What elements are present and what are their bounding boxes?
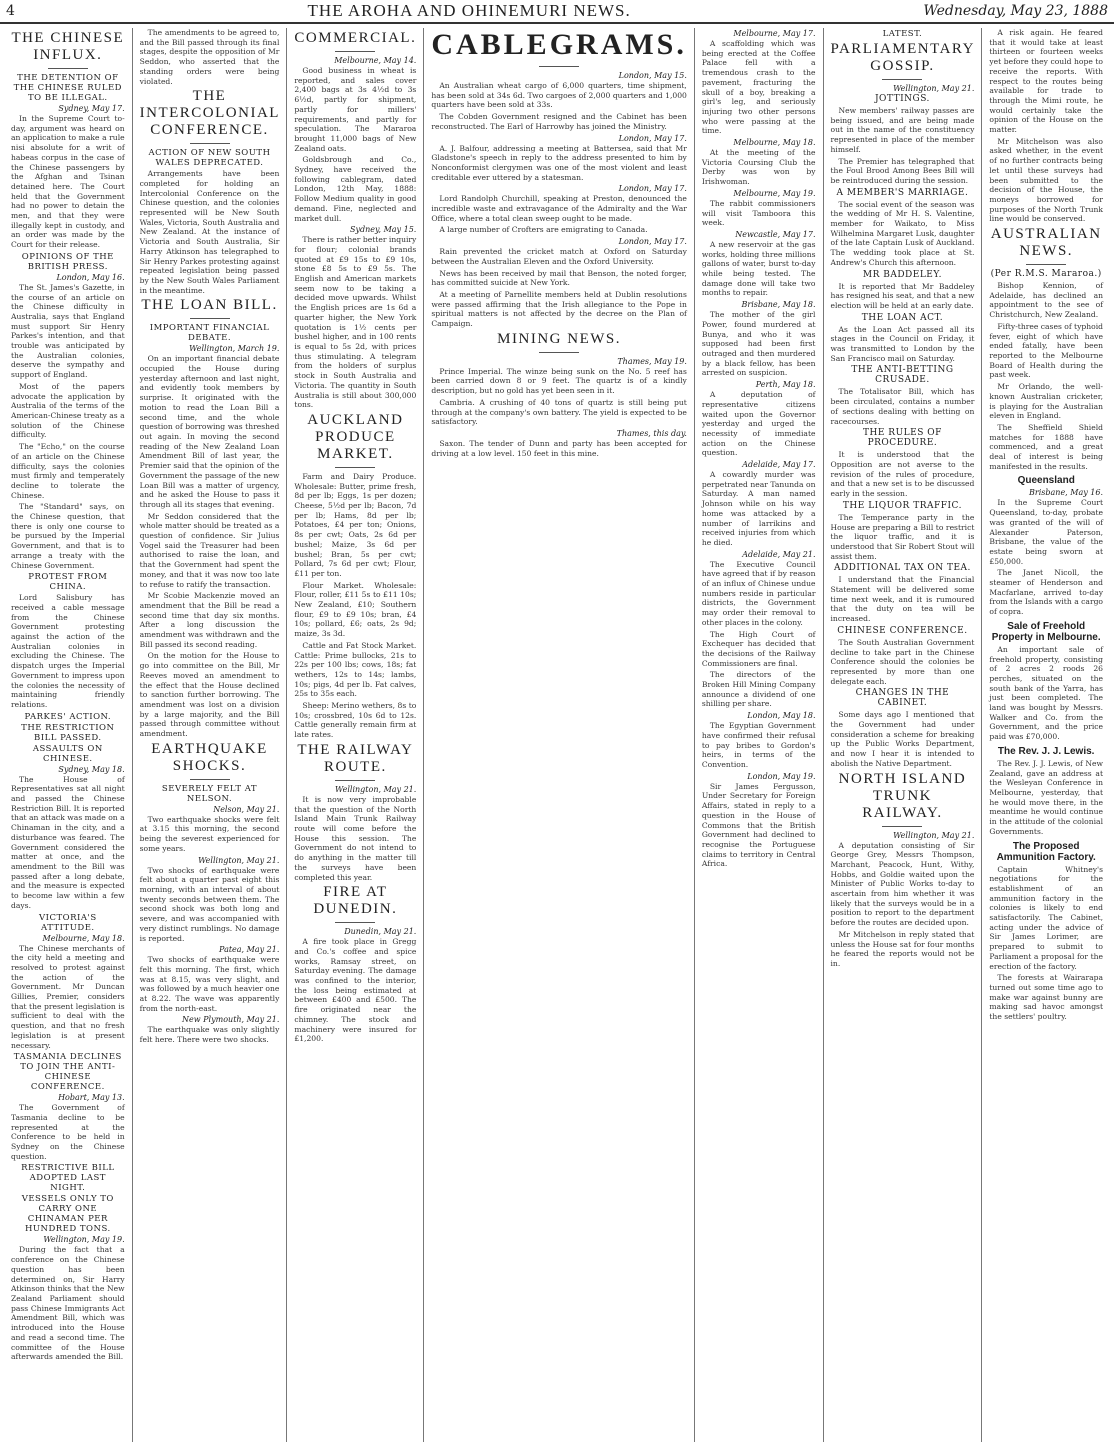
bold-heading: Queensland — [1017, 475, 1075, 487]
section-heading: COMMERCIAL. — [294, 30, 417, 46]
section-heading: PARLIAMENTARY GOSSIP. — [830, 41, 975, 74]
dateline: Brisbane, May 18. — [741, 300, 816, 310]
article-paragraph: Sir James Fergusson, Under Secretary for Foreign Affairs, stated in reply to a question in the House of Commons that the British Government had declined to recognise the Portuguese claims to territory in Central Africa. — [701, 781, 816, 869]
sub-heading: VICTORIA'S ATTITUDE. — [38, 912, 97, 933]
article-paragraph: A large number of Crofters are emigrating to Canada. — [439, 225, 648, 235]
article-paragraph: The St. James's Gazette, in the course of an article on the Chinese difficulty in Australia, says that England must support Sir Henry Parkes's intention, and that trouble was anticipated by the Australian colonies, deserve the sympathy and support of England. — [11, 282, 125, 380]
article-paragraph: The Egyptian Government have confirmed their refusal to pay bribes to Gordon's heirs, in terms of the Convention. — [701, 721, 816, 769]
article-paragraph: The House of Representatives sat all night and passed the Chinese Restriction Bill. It is reported that an attack was made on a Chinaman in the city, and a disturbance was feared. The Government considered the matter at once, and the amendment to the Bill was passed after a long debate, and the measure is expected to become law within a few days. — [11, 774, 125, 910]
dateline: Wellington, May 21. — [335, 784, 417, 794]
minor-heading: CHANGES IN THE CABINET. — [855, 688, 950, 709]
column-5 — [695, 28, 824, 1442]
dateline: Adelaide, May 21. — [742, 549, 816, 559]
article-paragraph: A deputation of representative citizens waited upon the Governor yesterday and urged the necessity of immediate action on the Chinese question. — [701, 390, 816, 458]
article-paragraph: The earthquake was only slightly felt here. There were two shocks. — [139, 1025, 280, 1045]
article-paragraph: The Rev. J. J. Lewis, of New Zealand, gave an address at the Wesleyan Conference in Melbourne, yesterday, that he would move there, in the meantime he would continue in the attitude of the colonial Governments. — [989, 758, 1104, 836]
dateline: Hobart, May 13. — [58, 1093, 125, 1103]
sub-heading: RESTRICTIVE BILL ADOPTED LAST NIGHT. — [21, 1163, 115, 1194]
dateline: Sydney, May 17. — [58, 104, 125, 113]
article-paragraph: As the Loan Act passed all its stages in the Council on Friday, it was transmitted to London by the San Francisco mail on Saturday. — [830, 324, 975, 363]
dateline: Melbourne, May 17. — [733, 29, 816, 38]
article-paragraph: The amendments to be agreed to, and the Bill passed through its final stages, despite the opposition of Mr Seddon, who asserted that the standing orders were being violated. — [139, 28, 280, 86]
dateline: London, May 17. — [618, 133, 687, 143]
sub-heading: THE DETENTION OF THE CHINESE RULED TO BE ILLEGAL. — [13, 73, 122, 103]
article-paragraph: I understand that the Financial Statement will be delivered some time next week, and it is rumoured that the duty on tea will be increased. — [830, 575, 975, 624]
article-paragraph: Mr Mitchelson was also asked whether, in the event of no further contracts being let until these surveys had been submitted to the decision of the House, the moneys borrowed for purposes of the North Trunk line would be conserved. — [989, 136, 1104, 224]
article-paragraph: The "Standard" says, on the Chinese question, that there is only one course to be pursued by the Imperial Government, and that is to arrange a treaty with the Chinese Government. — [11, 502, 125, 570]
column-1 — [4, 28, 133, 1442]
article-paragraph: New members' railway passes are being issued, and are being made out in the name of the constituency represented in place of the member himself. — [830, 106, 975, 154]
heading-rule — [190, 779, 230, 780]
article-paragraph: The Cobden Government resigned and the Cabinet has been reconstructed. The Earl of Harrowby has joined the Ministry. — [431, 112, 687, 131]
dateline: Wellington, May 21. — [198, 855, 280, 865]
article-paragraph: News has been received by mail that Benson, the noted forger, has committed suicide at New York. — [431, 268, 687, 288]
article-paragraph: Farm and Dairy Produce. Wholesale: Butter, prime fresh, 8d per lb; Eggs, 1s per dozen; Cheese, 5½d per lb; Bacon, 7d per lb; Hams, 8d per lb; Potatoes, £4 per ton; Onions, 8s per cwt; Oats, 2s 6d per bushel; Maize, 3s 6d per bushel; Bran, 5s per cwt; Pollard, 7s 6d per cwt; Flour, £11 per ton. — [294, 471, 417, 578]
dateline: London, May 17. — [618, 184, 687, 194]
article-paragraph: The "Echo," on the course of an article on the Chinese difficulty, says the colonies must firmly and temperately decline to tolerate the Chinese. — [11, 442, 125, 500]
dateline: London, May 17. — [618, 237, 687, 247]
article-paragraph: The rabbit commissioners will visit Tamboora this week. — [701, 198, 816, 228]
article-paragraph: The social event of the season was the wedding of Mr H. S. Valentine, member for Waikato, to Miss Wilhelmina Margaret Lusk, daughter of the late Captain Lusk of Auckland. The wedding took place at St. Andrew's Church this afternoon. — [830, 199, 975, 267]
article-paragraph: The directors of the Broken Hill Mining Company announce a dividend of one shilling per share. — [701, 670, 816, 709]
article-paragraph: The Sheffield Shield matches for 1888 have commenced, and a great deal of interest is being manifested in the results. — [989, 422, 1104, 471]
article-paragraph: A risk again. He feared that it would take at least thirteen or fourteen weeks yet before they could hope to receive the reports. With respect to the routes being available for trade to through the Mimi route, he would certainly take the opinion of the House on the matter. — [989, 28, 1104, 135]
section-heading: THE RAILWAY ROUTE. — [297, 741, 414, 775]
dateline: Nelson, May 21. — [213, 804, 280, 814]
dateline: London, May 15. — [618, 71, 687, 80]
dateline: Melbourne, May 18. — [42, 933, 125, 943]
column-3 — [287, 28, 424, 1442]
article-paragraph: The Executive Council have agreed that if by reason of an influx of Chinese undue numbers reside in particular districts, the Government may order their removal to other places in the colony. — [701, 559, 816, 627]
heading-rule — [335, 922, 375, 923]
article-paragraph: The mother of the girl Power, found murdered at Bunya, and who it was supposed had been first outraged and then murdered by a black fellow, has been arrested on suspicion. — [701, 310, 816, 378]
sub-heading: TASMANIA DECLINES TO JOIN THE ANTI-CHINESE CONFERENCE. — [13, 1052, 122, 1093]
article-paragraph: Prince Imperial. The winze being sunk on the No. 5 reef has been carried down 8 or 9 feet. The quartz is of a kindly description, but no gold has yet been seen in it. — [431, 366, 687, 396]
article-paragraph: Mr Orlando, the well-known Australian cricketer, is playing for the Australian eleven in England. — [989, 382, 1104, 421]
sub-heading: IMPORTANT FINANCIAL DEBATE. — [149, 323, 270, 344]
dateline: London, May 19. — [747, 771, 816, 781]
minor-heading: THE ANTI-BETTING CRUSADE. — [851, 365, 954, 386]
heading-rule — [539, 352, 579, 353]
article-paragraph: At the meeting of the Victoria Coursing Club the Derby was won by Irishwoman. — [701, 148, 816, 187]
dateline: Sydney, May 18. — [58, 764, 125, 774]
sub-heading: THE RESTRICTION BILL PASSED. — [21, 722, 115, 743]
article-paragraph: Two earthquake shocks were felt at 3.15 this morning, the second being the severest experienced for some years. — [139, 814, 280, 853]
column-7 — [982, 28, 1110, 1442]
sub-heading: SEVERELY FELT AT NELSON. — [161, 783, 258, 804]
article-paragraph: On the motion for the House to go into committee on the Bill, Mr Reeves moved an amendment to the effect that the House declined to sanction further borrowing. The amendment was lost on a division by a large majority, and the Bill passed through committee without amendment. — [139, 651, 280, 739]
minor-heading: THE RULES OF PROCEDURE. — [863, 428, 942, 449]
minor-heading: CHINESE CONFERENCE. — [837, 625, 968, 636]
bold-heading: The Rev. J. J. Lewis. — [997, 745, 1095, 757]
section-heading: THE INTERCOLONIAL CONFERENCE. — [139, 88, 280, 139]
page-number: 4 — [6, 3, 15, 19]
bold-heading: Sale of Freehold Property in Melbourne. — [991, 620, 1101, 643]
dateline: Patea, May 21. — [219, 945, 280, 955]
dateline: Thames, May 19. — [617, 356, 687, 366]
heading-rule — [1026, 264, 1066, 265]
bold-heading: The Proposed Ammunition Factory. — [996, 840, 1096, 863]
dateline: Melbourne, May 14. — [334, 56, 417, 65]
dateline: Melbourne, May 18. — [733, 138, 816, 148]
heading-rule — [190, 143, 230, 144]
article-paragraph: The Janet Nicoll, the steamer of Henderson and Macfarlane, arrived to-day from the Islands with a cargo of copra. — [989, 568, 1104, 617]
article-paragraph: Fifty-three cases of typhoid fever, eight of which have ended fatally, have been reported to the Melbourne Board of Health during the past week. — [989, 321, 1104, 380]
dateline: Dunedin, May 21. — [344, 927, 417, 937]
dateline: London, May 18. — [747, 711, 816, 721]
newspaper-columns — [4, 28, 1110, 1442]
article-paragraph: Captain Whitney's negotiations for the establishment of an ammunition factory in the colonies is likely to end satisfactorily. The Cabinet, acting under the advice of Sir James Lorimer, are prepared to submit to Parliament a proposal for the erection of the factory. — [989, 864, 1104, 971]
article-paragraph: Arrangements have been completed for holding an Intercolonial Conference on the Chinese question, and the colonies represented will be New South Wales, Victoria, South Australia and New Zealand. At the instance of Victoria and South Australia, Sir Harry Atkinson has telegraphed to Sir Henry Parkes protesting against repeated legislation being passed by the New South Wales Parliament in the meantime. — [139, 169, 280, 295]
masthead — [0, 0, 1114, 24]
section-heading: EARTHQUAKE SHOCKS. — [151, 740, 268, 774]
article-paragraph: Mr Scobie Mackenzie moved an amendment that the Bill be read a second time that day six months. After a long discussion the amendment was withdrawn and the Bill passed its second reading. — [139, 591, 280, 649]
article-paragraph: It is now very improbable that the question of the North Island Main Trunk Railway route will come before the House this session. The Government do not intend to do anything in the matter till the surveys have been completed this year. — [294, 794, 417, 882]
dateline: Wellington, March 19. — [189, 344, 280, 354]
heading-rule — [190, 318, 230, 319]
section-heading: THE CHINESE INFLUX. — [11, 30, 125, 63]
sub-heading: PROTEST FROM CHINA. — [28, 572, 108, 593]
article-paragraph: The forests at Wairarapa turned out some time ago to make war against bunny are making sad havoc amongst the settlers' poultry. — [989, 973, 1104, 1022]
minor-heading: THE LOAN ACT. — [861, 312, 944, 323]
heading-rule — [335, 51, 375, 52]
dateline: Newcastle, May 17. — [735, 229, 816, 239]
article-paragraph: Lord Randolph Churchill, speaking at Preston, denounced the incredible waste and extravagance of the Admiralty and the War Office, where a total clean sweep ought to be made. — [431, 194, 687, 223]
minor-heading: JOTTINGS. — [874, 94, 930, 104]
article-paragraph: Some days ago I mentioned that the Government had under consideration a scheme for breaking up the Public Works Department, and now I hear it is intended to abolish the Native Department. — [830, 710, 975, 768]
column-4 — [424, 28, 695, 1442]
article-paragraph: In the Supreme Court to-day, argument was heard on an application to make a rule nisi absolute for a writ of habeas corpus in the case of the Chinese passengers by the Afghan and Tsinan detained here. The Court held that the Government had no power to detain the men, and that they were illegally kept in custody, and an order was made by the Court for their release. — [11, 114, 125, 250]
heading-rule — [882, 826, 922, 827]
section-heading: AUCKLAND PRODUCE MARKET. — [307, 411, 404, 462]
article-paragraph: A fire took place in Gregg and Co.'s coffee and spice works, Ramsay street, on Saturday evening. The damage was confined to the interior, the loss being estimated at between £400 and £500. The fire originated near the chimney. The stock and machinery were insured for £1,200. — [294, 937, 417, 1044]
dateline: Perth, May 18. — [755, 380, 816, 390]
article-paragraph: Most of the papers advocate the application by Australia of the terms of the American-Chinese treaty as a solution of the Chinese difficulty. — [11, 381, 125, 440]
article-paragraph: In the Supreme Court Queensland, to-day, probate was granted of the will of Alexander Paterson, Brisbane, the value of the estate being sworn at £50,000. — [989, 498, 1104, 566]
heading-rule — [335, 467, 375, 468]
dateline: Wellington, May 21. — [893, 830, 975, 840]
section-heading: FIRE AT DUNEDIN. — [313, 884, 398, 918]
article-paragraph: The Totalisator Bill, which has been circulated, contains a number of sections dealing with betting on racecourses. — [830, 387, 975, 426]
article-paragraph: Flour Market. Wholesale: Flour, roller, £11 5s to £11 10s; New Zealand, £10; Southern flour, £9 to £9 10s; bran, £4 10s; pollard, £6; oats, 2s 9d; maize, 3s 3d. — [294, 580, 417, 639]
issue-date: Wednesday, May 23, 1888 — [923, 3, 1108, 19]
article-paragraph: Sheep: Merino wethers, 8s to 10s; crossbred, 10s 6d to 12s. Cattle generally remain firm at late rates. — [294, 701, 417, 740]
article-paragraph: The High Court of Exchequer has decided that the decisions of the Railway Commissioners are final. — [701, 629, 816, 668]
dateline: Melbourne, May 19. — [733, 188, 816, 198]
sub-heading: VESSELS ONLY TO CARRY ONE CHINAMAN PER HUNDRED TONS. — [21, 1194, 114, 1235]
article-paragraph: Saxon. The tender of Dunn and party has been accepted for driving at a low level. 150 feet in this mine. — [431, 438, 687, 458]
article-paragraph: The Chinese merchants of the city held a meeting and resolved to protest against the action of the Government. Mr Duncan Gillies, Premier, considers that the present legislation is sufficient to deal with the question, and that no fresh legislation is at present necessary. — [11, 943, 125, 1050]
article-paragraph: Goldsbrough and Co., Sydney, have received the following cablegram, dated London, 12th May, 1888: Follow Medium quality in good demand. Fine, neglected and market dull. — [294, 155, 417, 223]
section-heading: THE LOAN BILL. — [141, 297, 278, 314]
minor-heading: MR BADDELEY. — [862, 269, 943, 280]
article-paragraph: The South Australian Government decline to take part in the Chinese Conference should the colonies be represented by more than one delegate each. — [830, 637, 975, 686]
minor-heading: (Per R.M.S. Mararoa.) — [990, 269, 1102, 280]
article-paragraph: Cambria. A crushing of 40 tons of quartz is still being put through at the company's own battery. The yield is expected to be satisfactory. — [431, 397, 687, 427]
article-paragraph: Two shocks of earthquake were felt this morning. The first, which was at 8.15, was very slight, and was followed by a much heavier one at 8.22. The wave was apparently from the north-east. — [139, 955, 280, 1013]
article-paragraph: The Government of Tasmania decline to be represented at the Conference to be held in Sydney on the Chinese question. — [11, 1103, 125, 1161]
article-paragraph: The Premier has telegraphed that the Foul Brood Among Bees Bill will be reintroduced during the session. — [830, 156, 975, 185]
sub-heading: OPINIONS OF THE BRITISH PRESS. — [21, 251, 114, 272]
article-paragraph: A deputation consisting of Sir George Grey, Messrs Thompson, Marchant, Peacock, Hunt, Withy, Hobbs, and Goldie waited upon the Minister of Public Works to-day to ascertain from him whether it was likely that the surveys would be in a position to report to the department before the routes are decided upon. — [830, 840, 975, 928]
sub-heading: ACTION OF NEW SOUTH WALES DEPRECATED. — [148, 148, 271, 169]
dateline: Wellington, May 19. — [43, 1235, 125, 1245]
article-paragraph: Mr Mitchelson in reply stated that unless the House sat for four months he feared the reports would not be in. — [830, 929, 975, 968]
dateline: Thames, this day. — [616, 428, 687, 438]
article-paragraph: Good business in wheat is reported, and sales cover 2,400 bags at 3s 4½d to 3s 6½d, partly for shipment, partly for millers' requirements, and partly for speculation. The Mararoa brought 11,000 bags of New Zealand oats. — [294, 66, 417, 153]
article-paragraph: An important sale of freehold property, consisting of 2 acres 2 roods 26 perches, situated on the south bank of the Yarra, has just been completed. The land was bought by Messrs. Walker and Co. from the Government, and the price paid was £70,000. — [989, 644, 1104, 742]
article-paragraph: There is rather better inquiry for flour; colonial brands quoted at £9 15s to £9 10s, stone £8 5s to £9 5s. The English and American markets seem now to be taking a decided move upwards. Whilst the English prices are 1s 6d a quarter higher, the New York quotation is 1½ cents per bushel higher, and in 100 rents is equal to 5s 2d, with prices thus stimulating. A telegram from the holders of surplus stock in South Australia and Victoria. The quantity in South Australia is still about 300,000 tons. — [294, 235, 417, 410]
article-paragraph: Bishop Kennion, of Adelaide, has declined an appointment to the see of Christchurch, New Zealand. — [989, 281, 1104, 320]
article-paragraph: On an important financial debate occupied the House during yesterday afternoon and last night, and evidently took members by surprise. It originated with the motion to read the Loan Bill a second time, and the whole question of borrowing was threshed out again. In moving the second reading of the New Zealand Loan Amendment Bill of last year, the Premier said that the opinion of the Government the passage of the new Loan Bill was a matter of urgency, and he asked the House to pass it through all its stages that evening. — [139, 354, 280, 509]
article-paragraph: A cowardly murder was perpetrated near Tanunda on Saturday. A man named Johnson while on his way home was attacked by a number of larrikins and received injuries from which he died. — [701, 470, 816, 547]
article-paragraph: Cattle and Fat Stock Market. Cattle: Prime bullocks, 21s to 22s per 100 lbs; cows, 18s; fat wethers, 12s to 14s; lambs, 10s; pigs, 4d per lb. Fat calves, 25s to 35s each. — [294, 640, 417, 699]
sub-heading: ASSAULTS ON CHINESE. — [32, 743, 103, 764]
minor-heading: ADDITIONAL TAX ON TEA. — [833, 563, 971, 574]
dateline: Wellington, May 21. — [893, 84, 975, 93]
article-paragraph: At a meeting of Parnellite members held at Dublin resolutions were passed affirming that the Irish allegiance to the Pope in spiritual matters is not affected by the decree on the Plan of Campaign. — [431, 289, 687, 329]
heading-rule — [882, 79, 922, 80]
paper-title: THE AROHA AND OHINEMURI NEWS. — [307, 1, 631, 20]
heading-rule — [48, 68, 88, 69]
dateline: Sydney, May 15. — [350, 225, 417, 235]
heading-rule — [335, 780, 375, 781]
article-paragraph: Lord Salisbury has received a cable message from the Chinese Government protesting against the action of the Australian colonies in excluding the Chinese. The dispatch urges the Imperial Government to impress upon the colonies the necessity of maintaining friendly relations. — [11, 593, 125, 709]
section-heading: AUSTRALIAN NEWS. — [990, 226, 1102, 260]
dateline: Adelaide, May 17. — [742, 460, 816, 470]
article-paragraph: An Australian wheat cargo of 6,000 quarters, time shipment, has been sold at 34s 6d. Two cargoes of 2,000 quarters and 1,000 quarters have been sold at 33s. — [431, 81, 687, 110]
article-paragraph: It is reported that Mr Baddeley has resigned his seat, and that a new election will be held at an early date. — [830, 281, 975, 310]
dateline: New Plymouth, May 21. — [182, 1015, 280, 1025]
sub-heading: PARKES' ACTION. — [24, 711, 112, 722]
dateline: London, May 16. — [56, 272, 125, 282]
article-paragraph: Two shocks of earthquake were felt about a quarter past eight this morning, with an interval of about twenty seconds between them. The second shock was both long and severe, and was accompanied with very distinct rumblings. No damage is reported. — [139, 865, 280, 943]
heading-rule — [539, 66, 579, 67]
section-heading: NORTH ISLAND TRUNK RAILWAY. — [838, 770, 967, 821]
article-paragraph: The Temperance party in the House are preparing a Bill to restrict the liquor traffic, and it is understood that Sir Robert Stout will assist them. — [830, 512, 975, 561]
article-paragraph: A new reservoir at the gas works, holding three millions gallons of water, burst to-day while being tested. The damage done will take two months to repair. — [701, 239, 816, 298]
minor-heading: A MEMBER'S MARRIAGE. — [836, 187, 969, 198]
article-paragraph: Mr Seddon considered that the whole matter should be treated as a question of confidence. Sir Julius Vogel said the Treasurer had been authorised to raise the loan, and that the Government had spent the money, and that it was now too late to refuse to ratify the transaction. — [139, 511, 280, 589]
minor-heading: THE LIQUOR TRAFFIC. — [842, 500, 962, 511]
sub-heading: LATEST. — [882, 29, 923, 39]
cablegrams-heading: CABLEGRAMS. — [431, 28, 687, 61]
article-paragraph: Rain prevented the cricket match at Oxford on Saturday between the Australian Eleven and the Oxford University. — [431, 247, 687, 266]
section-heading: MINING NEWS. — [497, 330, 621, 347]
article-paragraph: It is understood that the Opposition are not averse to the revision of the rules of procedure, and that a new set is to be discussed early in the session. — [830, 450, 975, 499]
dateline: Brisbane, May 16. — [1029, 488, 1104, 498]
article-paragraph: During the fact that a conference on the Chinese question has been determined on, Sir Harry Atkinson thinks that the New Zealand Parliament should pass Chinese Immigrants Act Amendment Bill, which was introduced into the House and read a second time. The committee of the House afterwards amended the Bill. — [11, 1245, 125, 1362]
column-6 — [824, 28, 983, 1442]
article-paragraph: A scaffolding which was being erected at the Coffee Palace fell with a tremendous crash to the pavement, fracturing the skull of a boy, breaking a girl's leg, and seriously injuring two other persons who were passing at the time. — [701, 39, 816, 136]
column-2 — [133, 28, 288, 1442]
article-paragraph: A. J. Balfour, addressing a meeting at Battersea, said that Mr Gladstone's speech in reply to the address presented to him by Nonconformist clergymen was one of the most violent and least creditable ever uttered by a statesman. — [431, 143, 687, 182]
